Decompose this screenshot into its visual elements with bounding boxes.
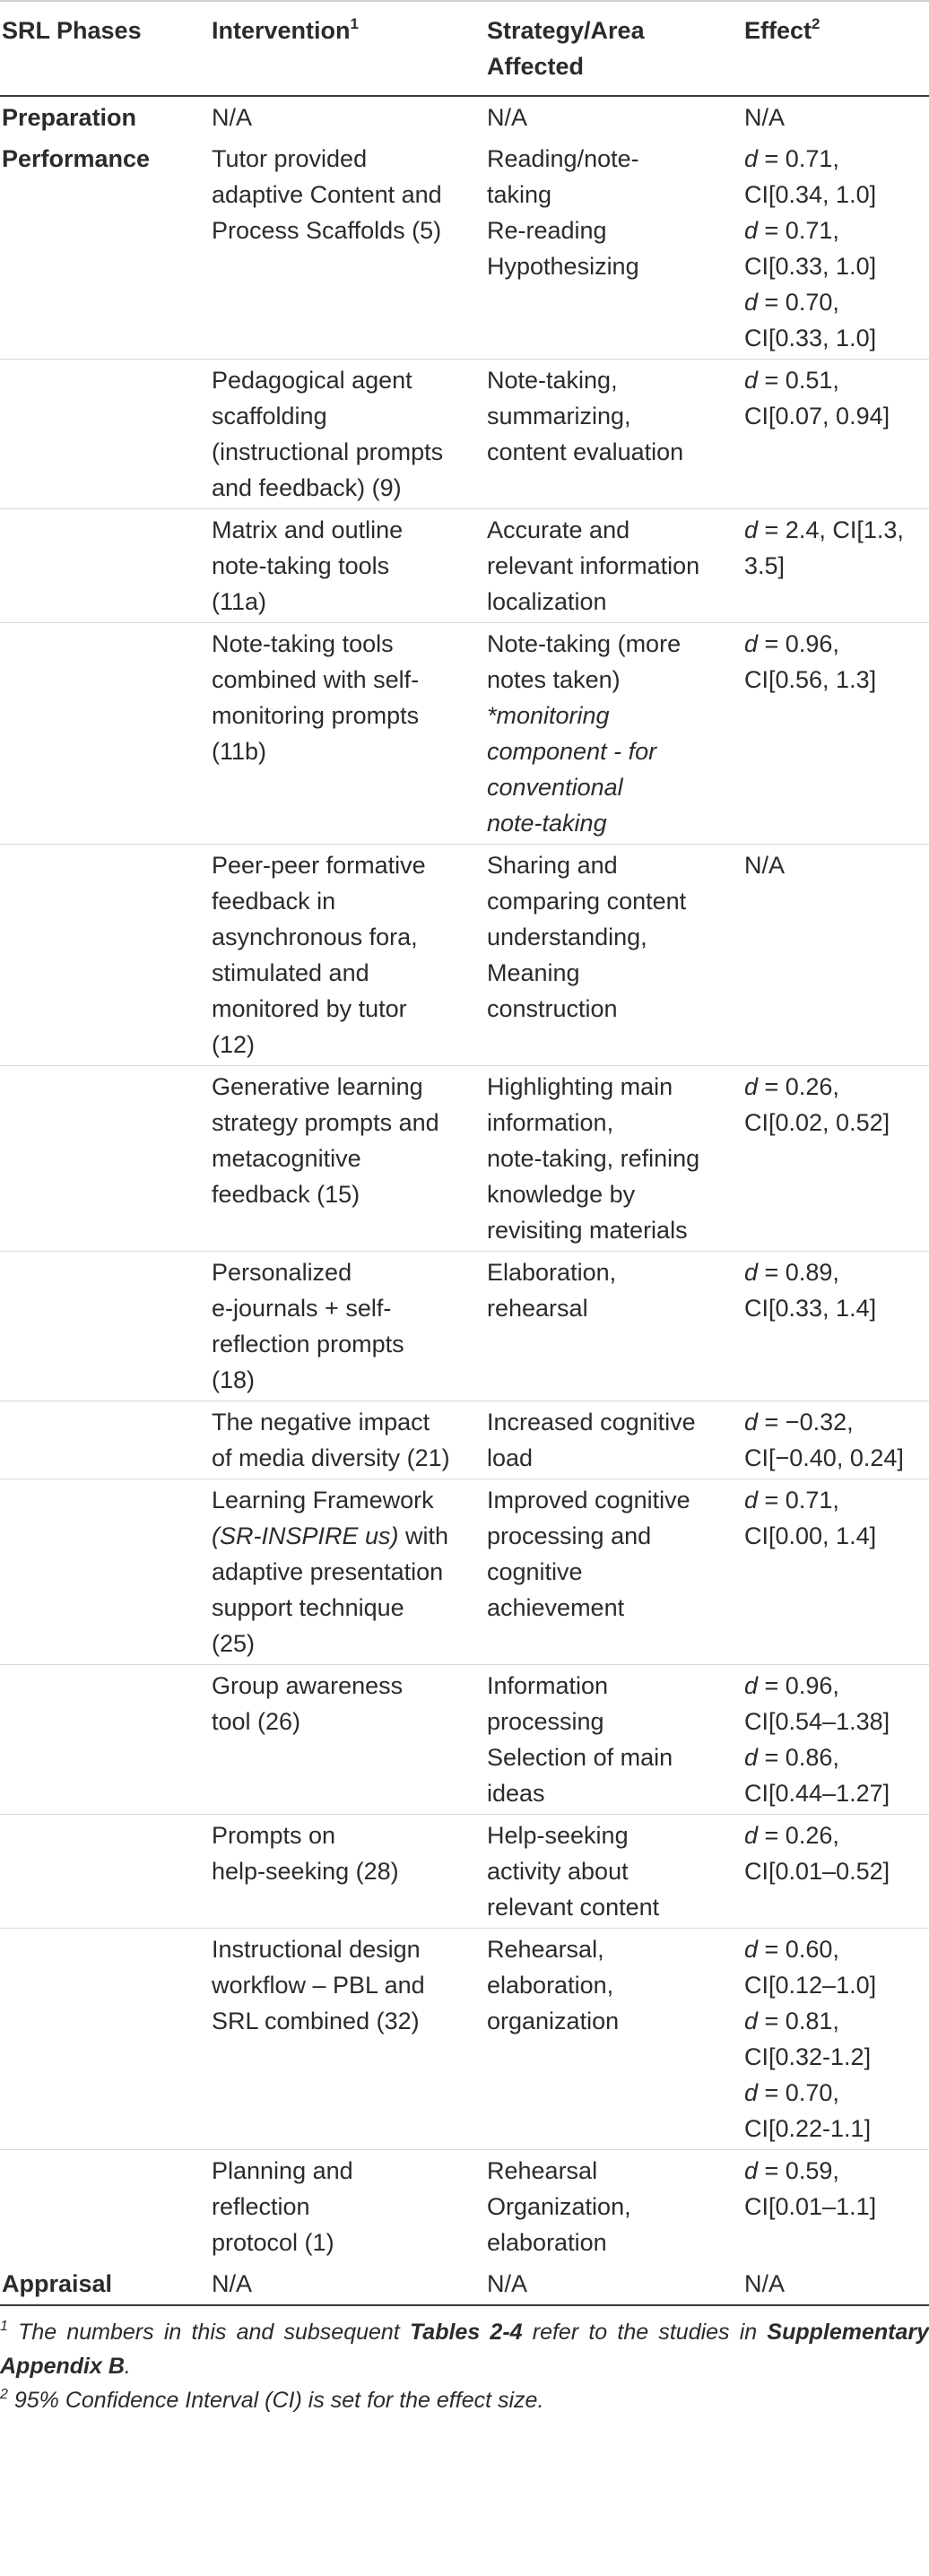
- intervention-line: note-taking tools: [212, 552, 390, 579]
- cell-srl-phase: [0, 623, 212, 845]
- cell-intervention: [212, 96, 487, 138]
- intervention-line: protocol (1): [212, 2229, 334, 2256]
- effect-line: d = 0.96,: [744, 630, 839, 657]
- table-row: [0, 845, 929, 1066]
- cell-strategy: [487, 2263, 744, 2304]
- table-row: [0, 1665, 929, 1815]
- strategy-line: Reading/note-: [487, 145, 639, 172]
- intervention-line: of media diversity (21): [212, 1444, 450, 1471]
- intervention-line: Prompts on: [212, 1822, 336, 1849]
- cell-effect: [744, 2263, 929, 2304]
- strategy-line: localization: [487, 588, 607, 615]
- strategy-line: Improved cognitive: [487, 1487, 690, 1514]
- intervention-line: feedback in: [212, 888, 336, 915]
- table-row: [0, 2263, 929, 2304]
- effect-line: CI[0.33, 1.0]: [744, 325, 877, 351]
- strategy-line: Re-reading: [487, 217, 607, 244]
- table-row: [0, 1929, 929, 2150]
- effect-line: CI[0.07, 0.94]: [744, 403, 890, 429]
- strategy-line: notes taken): [487, 666, 621, 693]
- cell-srl-phase: [0, 360, 212, 509]
- cell-effect: [744, 623, 929, 845]
- effect-line: CI[0.56, 1.3]: [744, 666, 877, 693]
- intervention-line: (11a): [212, 588, 267, 615]
- cell-intervention: [212, 1401, 487, 1479]
- cell-intervention: [212, 2150, 487, 2264]
- strategy-line: Rehearsal: [487, 2157, 598, 2184]
- intervention-line: reflection: [212, 2193, 310, 2220]
- cell-strategy: [487, 1929, 744, 2150]
- effect-line: d = 0.81,: [744, 2008, 839, 2034]
- effect-line: CI[0.32-1.2]: [744, 2043, 872, 2070]
- cell-effect: [744, 1479, 929, 1665]
- intervention-line: Peer-peer formative: [212, 852, 426, 879]
- strategy-line: Note-taking,: [487, 367, 618, 394]
- cell-srl-phase: [0, 1252, 212, 1401]
- strategy-line: Note-taking (more: [487, 630, 682, 657]
- cell-effect: [744, 1929, 929, 2150]
- effect-line: N/A: [744, 852, 786, 879]
- cell-effect: [744, 360, 929, 509]
- header-effect-footnote-marker: 2: [812, 15, 820, 32]
- effect-line: CI[0.01–0.52]: [744, 1858, 890, 1885]
- cell-intervention: [212, 509, 487, 623]
- intervention-line: SRL combined (32): [212, 2008, 420, 2034]
- strategy-line: relevant information: [487, 552, 700, 579]
- strategy-line: conventional: [487, 774, 623, 801]
- cell-srl-phase: [0, 845, 212, 1066]
- strategy-line: elaboration,: [487, 1972, 614, 1999]
- cell-effect: [744, 96, 929, 138]
- strategy-line: N/A: [487, 2270, 528, 2297]
- intervention-line: Matrix and outline: [212, 516, 404, 543]
- cell-effect: [744, 1815, 929, 1929]
- cell-effect: [744, 1401, 929, 1479]
- cell-strategy: [487, 1665, 744, 1815]
- effect-line: CI[0.33, 1.0]: [744, 253, 877, 280]
- intervention-line: scaffolding: [212, 403, 327, 429]
- cell-effect: [744, 1066, 929, 1252]
- intervention-line: (instructional prompts: [212, 438, 444, 465]
- strategy-line: Meaning: [487, 959, 580, 986]
- intervention-line: workflow – PBL and: [212, 1972, 425, 1999]
- cell-effect: [744, 509, 929, 623]
- cell-strategy: [487, 1066, 744, 1252]
- cell-srl-phase: [0, 1401, 212, 1479]
- effect-line: CI[0.00, 1.4]: [744, 1522, 877, 1549]
- strategy-line: note-taking: [487, 810, 607, 837]
- cell-intervention: [212, 623, 487, 845]
- cell-effect: [744, 138, 929, 360]
- intervention-line: strategy prompts and: [212, 1109, 439, 1136]
- cell-effect: [744, 845, 929, 1066]
- cell-strategy: [487, 623, 744, 845]
- cell-intervention: [212, 1665, 487, 1815]
- effect-line: d = 0.86,: [744, 1744, 839, 1771]
- cell-strategy: [487, 1252, 744, 1401]
- strategy-line: N/A: [487, 104, 528, 131]
- strategy-line: ideas: [487, 1780, 545, 1807]
- effect-line: d = 0.71,: [744, 217, 839, 244]
- strategy-line: cognitive: [487, 1558, 583, 1585]
- strategy-line: information,: [487, 1109, 614, 1136]
- table-row: [0, 1252, 929, 1401]
- effect-line: d = 2.4, CI[1.3,: [744, 516, 904, 543]
- strategy-line: note-taking, refining: [487, 1145, 700, 1172]
- cell-strategy: [487, 845, 744, 1066]
- cell-srl-phase: [0, 1665, 212, 1815]
- intervention-line: N/A: [212, 2270, 253, 2297]
- cell-strategy: [487, 2150, 744, 2264]
- intervention-line: reflection prompts: [212, 1331, 404, 1357]
- cell-intervention: [212, 138, 487, 360]
- effect-line: CI[−0.40, 0.24]: [744, 1444, 904, 1471]
- strategy-line: Sharing and: [487, 852, 618, 879]
- table-row: [0, 623, 929, 845]
- intervention-line: Tutor provided: [212, 145, 368, 172]
- strategy-line: revisiting materials: [487, 1217, 688, 1244]
- strategy-line: understanding,: [487, 924, 647, 950]
- header-effect: Effect$^2$: [744, 1, 929, 96]
- table-row: [0, 138, 929, 360]
- intervention-line: The negative impact: [212, 1409, 430, 1435]
- cell-intervention: [212, 1252, 487, 1401]
- cell-srl-phase: Performance: [0, 138, 212, 360]
- cell-strategy: [487, 1401, 744, 1479]
- cell-strategy: [487, 1815, 744, 1929]
- strategy-line: relevant content: [487, 1894, 660, 1921]
- table-row: [0, 1479, 929, 1665]
- effect-line: CI[0.02, 0.52]: [744, 1109, 890, 1136]
- strategy-line: processing: [487, 1708, 604, 1735]
- effect-line: d = 0.60,: [744, 1936, 839, 1963]
- strategy-line: component - for: [487, 738, 657, 765]
- strategy-line: construction: [487, 995, 618, 1022]
- intervention-line: (25): [212, 1630, 256, 1657]
- intervention-line: (18): [212, 1366, 256, 1393]
- intervention-line: asynchronous fora,: [212, 924, 418, 950]
- table-footnotes: [0, 2304, 929, 2417]
- cell-strategy: [487, 138, 744, 360]
- intervention-line: Personalized: [212, 1259, 352, 1286]
- strategy-line: content evaluation: [487, 438, 684, 465]
- intervention-line: (11b): [212, 738, 267, 765]
- footnote-1: $^1$ The numbers in this and subsequent Tables 2-4 refer to the studies in Supplementary Appendix B.: [0, 2319, 929, 2379]
- strategy-line: Accurate and: [487, 516, 630, 543]
- strategy-line: rehearsal: [487, 1295, 588, 1322]
- intervention-line: feedback (15): [212, 1181, 360, 1208]
- intervention-line: combined with self-: [212, 666, 420, 693]
- strategy-line: organization: [487, 2008, 620, 2034]
- intervention-line: adaptive Content and: [212, 181, 442, 208]
- cell-effect: [744, 1665, 929, 1815]
- intervention-line: monitoring prompts: [212, 702, 420, 729]
- table-row: [0, 509, 929, 623]
- intervention-line: Planning and: [212, 2157, 353, 2184]
- intervention-line: Learning Framework: [212, 1487, 434, 1514]
- effect-line: CI[0.33, 1.4]: [744, 1295, 877, 1322]
- effect-line: d = 0.89,: [744, 1259, 839, 1286]
- intervention-line: Note-taking tools: [212, 630, 394, 657]
- intervention-line: (SR-INSPIRE us) with: [212, 1522, 449, 1549]
- effect-line: d = 0.71,: [744, 1487, 839, 1514]
- table-row: [0, 360, 929, 509]
- cell-srl-phase: [0, 1479, 212, 1665]
- strategy-line: Elaboration,: [487, 1259, 617, 1286]
- cell-effect: [744, 2150, 929, 2264]
- intervention-line: help-seeking (28): [212, 1858, 399, 1885]
- effect-line: d = 0.70,: [744, 2079, 839, 2106]
- intervention-line: support technique: [212, 1594, 404, 1621]
- strategy-line: Rehearsal,: [487, 1936, 604, 1963]
- strategy-line: *monitoring: [487, 702, 610, 729]
- effect-line: d = 0.71,: [744, 145, 839, 172]
- intervention-line: Group awareness: [212, 1672, 404, 1699]
- strategy-line: Information: [487, 1672, 609, 1699]
- table-row: [0, 2150, 929, 2264]
- header-intervention-footnote-marker: 1: [350, 15, 359, 32]
- strategy-line: Highlighting main: [487, 1073, 673, 1100]
- effect-line: CI[0.34, 1.0]: [744, 181, 877, 208]
- cell-srl-phase: Preparation: [2, 104, 137, 131]
- intervention-line: tool (26): [212, 1708, 301, 1735]
- cell-intervention: [212, 1815, 487, 1929]
- intervention-line: N/A: [212, 104, 253, 131]
- effect-line: CI[0.44–1.27]: [744, 1780, 890, 1807]
- cell-srl-phase: [0, 1815, 212, 1929]
- footnote-2: $^2$ 95% Confidence Interval (CI) is set for the effect size.: [0, 2387, 544, 2413]
- effect-line: 3.5]: [744, 552, 786, 579]
- cell-intervention: [212, 845, 487, 1066]
- cell-intervention: [212, 1479, 487, 1665]
- header-srl-phases: SRL Phases: [0, 1, 212, 96]
- intervention-line: metacognitive: [212, 1145, 361, 1172]
- table-row: [0, 96, 929, 138]
- strategy-line: achievement: [487, 1594, 625, 1621]
- header-intervention: Intervention$^1$: [212, 1, 487, 96]
- effect-line: d = 0.26,: [744, 1822, 839, 1849]
- table-header: [0, 1, 929, 96]
- intervention-line: (12): [212, 1031, 256, 1058]
- cell-strategy: [487, 1479, 744, 1665]
- strategy-line: Selection of main: [487, 1744, 673, 1771]
- intervention-line: e-journals + self-: [212, 1295, 392, 1322]
- strategy-line: activity about: [487, 1858, 629, 1885]
- intervention-line: adaptive presentation: [212, 1558, 444, 1585]
- cell-intervention: [212, 2263, 487, 2304]
- strategy-line: load: [487, 1444, 534, 1471]
- effect-line: d = 0.96,: [744, 1672, 839, 1699]
- intervention-line: Generative learning: [212, 1073, 423, 1100]
- cell-srl-phase: [0, 1066, 212, 1252]
- effect-line: CI[0.12–1.0]: [744, 1972, 877, 1999]
- strategy-line: knowledge by: [487, 1181, 636, 1208]
- strategy-line: summarizing,: [487, 403, 631, 429]
- strategy-line: Hypothesizing: [487, 253, 639, 280]
- strategy-line: comparing content: [487, 888, 687, 915]
- cell-srl-phase: [0, 1929, 212, 2150]
- effect-line: d = 0.51,: [744, 367, 839, 394]
- intervention-line: stimulated and: [212, 959, 369, 986]
- cell-strategy: [487, 509, 744, 623]
- cell-intervention: [212, 1066, 487, 1252]
- header-strategy: Strategy/Area Affected: [487, 1, 744, 96]
- strategy-line: Help-seeking: [487, 1822, 629, 1849]
- effect-line: N/A: [744, 2270, 786, 2297]
- cell-effect: [744, 1252, 929, 1401]
- cell-srl-phase: [0, 509, 212, 623]
- cell-intervention: [212, 360, 487, 509]
- effect-line: d = 0.59,: [744, 2157, 839, 2184]
- effect-line: N/A: [744, 104, 786, 131]
- intervention-line: monitored by tutor: [212, 995, 407, 1022]
- intervention-line: and feedback) (9): [212, 474, 402, 501]
- cell-srl-phase: Appraisal: [2, 2270, 113, 2297]
- effect-line: CI[0.54–1.38]: [744, 1708, 890, 1735]
- table-body: [0, 96, 929, 2304]
- strategy-line: processing and: [487, 1522, 652, 1549]
- intervention-line: Pedagogical agent: [212, 367, 412, 394]
- effect-line: d = −0.32,: [744, 1409, 854, 1435]
- strategy-line: elaboration: [487, 2229, 607, 2256]
- intervention-line: Process Scaffolds (5): [212, 217, 442, 244]
- table-row: [0, 1066, 929, 1252]
- effect-line: d = 0.26,: [744, 1073, 839, 1100]
- cell-srl-phase: [0, 2150, 212, 2264]
- strategy-line: Organization,: [487, 2193, 631, 2220]
- effect-line: CI[0.22-1.1]: [744, 2115, 872, 2142]
- intervention-line: Instructional design: [212, 1936, 421, 1963]
- cell-intervention: [212, 1929, 487, 2150]
- strategy-line: Increased cognitive: [487, 1409, 696, 1435]
- effect-line: CI[0.01–1.1]: [744, 2193, 877, 2220]
- cell-strategy: [487, 360, 744, 509]
- cell-strategy: [487, 96, 744, 138]
- table-row: [0, 1815, 929, 1929]
- effect-line: d = 0.70,: [744, 289, 839, 316]
- table-row: [0, 1401, 929, 1479]
- strategy-line: taking: [487, 181, 552, 208]
